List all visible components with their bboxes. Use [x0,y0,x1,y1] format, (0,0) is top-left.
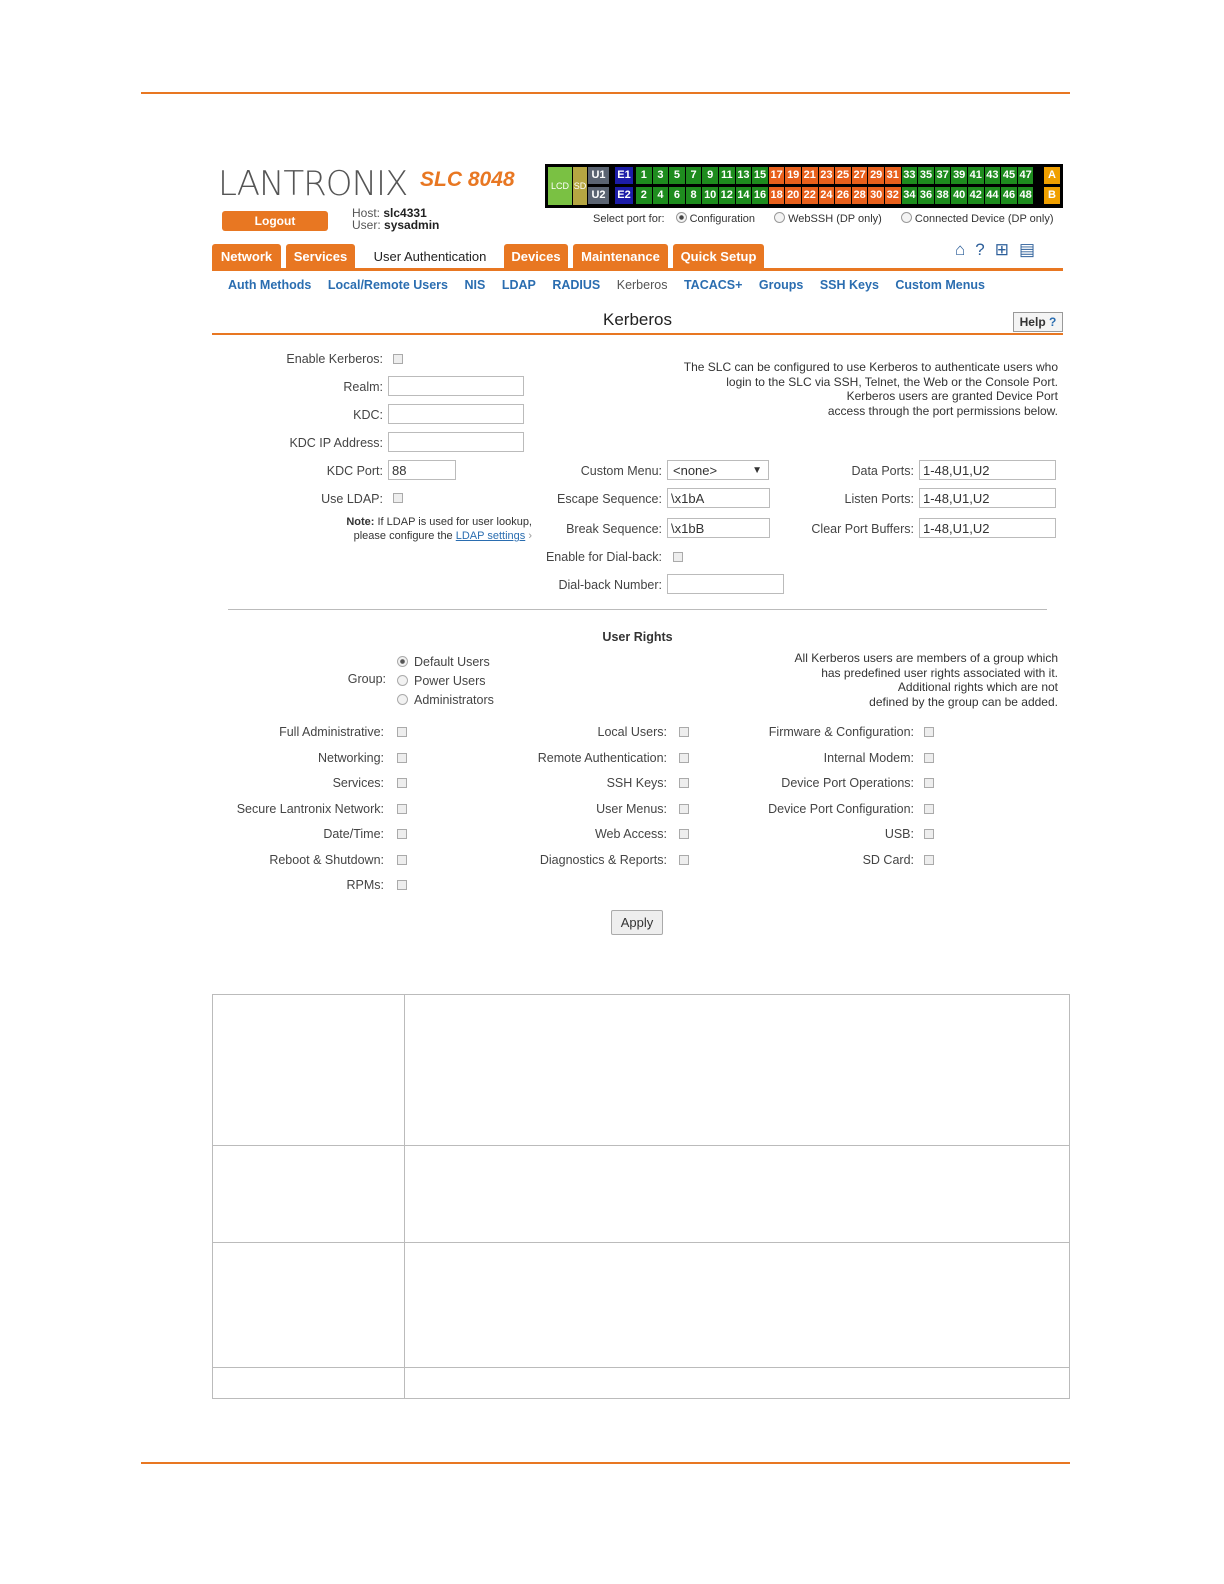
device-port[interactable]: 15 [752,167,768,184]
table-row-divider [213,1367,1069,1368]
top-rule [141,92,1070,94]
subnav-nis[interactable]: NIS [464,278,486,292]
dialback-label: Enable for Dial-back: [545,550,662,564]
ldap-settings-link[interactable]: LDAP settings [455,530,526,542]
right-checkbox[interactable] [924,778,934,788]
device-port[interactable]: 43 [985,167,1001,184]
subnav-tacacs[interactable]: TACACS+ [683,278,743,292]
sitemap-icon[interactable]: ⊞ [994,240,1009,259]
enable-kerberos-label: Enable Kerberos: [286,352,383,366]
right-label: RPMs: [346,878,384,892]
port-bank-b[interactable]: B [1044,187,1060,204]
subnav-radius[interactable]: RADIUS [552,278,601,292]
lantronix-logo: LANTRONIX [218,164,408,204]
device-port[interactable]: 1 [636,167,652,184]
user-rights-title: User Rights [602,630,673,644]
dialback-checkbox[interactable] [673,552,683,562]
listen-ports-label: Listen Ports: [844,492,914,506]
right-checkbox[interactable] [397,855,407,865]
device-port[interactable]: 40 [951,187,967,204]
right-label: Web Access: [594,827,667,841]
rights-info: All Kerberos users are members of a group which has predefined user rights associated with it. Additional rights which are not defined by the group can be added. [794,651,1058,709]
device-port[interactable]: 5 [669,167,685,184]
subnav-custom-menus[interactable]: Custom Menus [895,278,985,292]
subnav-ssh-keys[interactable]: SSH Keys [819,278,879,292]
kdc-ip-input[interactable] [388,432,524,452]
data-ports-input[interactable]: 1-48,U1,U2 [919,460,1056,480]
tab-maintenance[interactable]: Maintenance [573,244,668,269]
listen-ports-input[interactable]: 1-48,U1,U2 [919,488,1056,508]
table-row-divider [213,1242,1069,1243]
port-option-configuration[interactable]: Configuration [676,213,763,225]
kdc-label: KDC: [353,408,383,422]
device-port[interactable]: 7 [686,167,702,184]
device-port[interactable]: 4 [653,187,669,204]
right-label: Device Port Operations: [781,776,914,790]
right-checkbox[interactable] [679,804,689,814]
user-name: sysadmin [384,218,440,232]
right-label: Internal Modem: [823,751,914,765]
device-port[interactable]: 9 [702,167,718,184]
tab-quick-setup[interactable]: Quick Setup [673,244,764,269]
right-checkbox[interactable] [924,753,934,763]
dialback-number-label: Dial-back Number: [558,578,662,592]
data-ports-label: Data Ports: [851,464,914,478]
device-port[interactable]: 20 [785,187,801,204]
right-checkbox[interactable] [679,778,689,788]
right-label: Date/Time: [323,827,384,841]
device-port[interactable]: 26 [835,187,851,204]
radio-icon [774,212,785,223]
group-radio-power-users[interactable] [397,675,408,686]
right-checkbox[interactable] [397,727,407,737]
custom-menu-select[interactable]: <none> ▼ [667,460,769,480]
kdc-input[interactable] [388,404,524,424]
right-label: Reboot & Shutdown: [269,853,384,867]
table-row-divider [213,1145,1069,1146]
right-label: SD Card: [862,853,914,867]
right-checkbox[interactable] [397,804,407,814]
device-port[interactable]: 13 [736,167,752,184]
host-info: Host: slc4331 User: sysadmin [352,206,440,232]
device-port[interactable]: 47 [1018,167,1034,184]
host-name: slc4331 [383,206,427,220]
kerberos-info: The SLC can be configured to use Kerberos to authenticate users who login to the SLC via SSH, Telnet, the Web or the Console Port. Kerberos users are granted Device Port access through the port permissions below. [683,360,1058,418]
break-sequence-label: Break Sequence: [566,522,662,536]
port-bank-a[interactable]: A [1044,167,1060,184]
device-port[interactable]: 33 [902,167,918,184]
model-name: SLC 8048 [420,168,515,191]
device-port[interactable]: 48 [1018,187,1034,204]
clear-buffers-label: Clear Port Buffers: [811,522,914,536]
arrow-icon: › [528,530,532,542]
right-checkbox[interactable] [924,829,934,839]
device-port[interactable]: 16 [752,187,768,204]
help-button[interactable]: Help ? [1013,312,1063,332]
tab-user-authentication[interactable]: User Authentication [360,244,500,269]
subnav-kerberos[interactable]: Kerberos [616,278,668,292]
custom-menu-label: Custom Menu: [580,464,662,478]
subnav-groups[interactable]: Groups [758,278,804,292]
right-label: Services: [332,776,384,790]
device-port[interactable]: 44 [985,187,1001,204]
dialback-number-input[interactable] [667,574,784,594]
device-port[interactable]: 46 [1001,187,1017,204]
subnav-ldap[interactable]: LDAP [501,278,536,292]
device-port[interactable]: 28 [852,187,868,204]
usb-port-u1[interactable]: U1 [588,167,609,184]
right-checkbox[interactable] [924,727,934,737]
subnav-auth-methods[interactable]: Auth Methods [228,278,312,292]
use-ldap-checkbox[interactable] [393,493,403,503]
kdc-port-label: KDC Port: [326,464,383,478]
bottom-rule [141,1462,1070,1464]
device-port[interactable]: 30 [868,187,884,204]
right-checkbox[interactable] [397,880,407,890]
right-checkbox[interactable] [679,855,689,865]
device-port[interactable]: 31 [885,167,901,184]
right-label: User Menus: [596,802,667,816]
home-icon[interactable]: ⌂ [955,240,966,259]
device-port[interactable]: 38 [935,187,951,204]
field-description-table [212,994,1070,1399]
subnav-local-remote-users[interactable]: Local/Remote Users [327,278,448,292]
group-radio-administrators[interactable] [397,694,408,705]
device-port[interactable]: 27 [852,167,868,184]
device-port[interactable]: 14 [736,187,752,204]
right-label: Full Administrative: [279,725,384,739]
device-port[interactable]: 3 [653,167,669,184]
lcd-port[interactable]: LCD [548,167,572,205]
tab-bar [212,268,1063,271]
port-option-webssh[interactable]: WebSSH (DP only) [774,213,890,225]
device-port[interactable]: 32 [885,187,901,204]
page-title: Kerberos [603,310,672,329]
port-select-options: Select port for: Configuration WebSSH (DP only) Connected Device (DP only) [593,212,1070,225]
group-radio-default-users[interactable] [397,656,408,667]
group-power-users-label: Power Users [414,674,486,688]
device-port[interactable]: 11 [719,167,735,184]
right-label: Remote Authentication: [537,751,667,765]
clear-buffers-input[interactable]: 1-48,U1,U2 [919,518,1056,538]
right-checkbox[interactable] [397,778,407,788]
group-default-users-label: Default Users [414,655,490,669]
sub-navigation [228,278,998,292]
chevron-down-icon: ▼ [752,465,762,476]
device-port[interactable]: 36 [918,187,934,204]
escape-sequence-label: Escape Sequence: [557,492,662,506]
right-label: Secure Lantronix Network: [236,802,384,816]
device-port[interactable]: 22 [802,187,818,204]
device-port[interactable]: 18 [769,187,785,204]
right-checkbox[interactable] [679,727,689,737]
device-port[interactable]: 8 [686,187,702,204]
device-port[interactable]: 45 [1001,167,1017,184]
right-label: Networking: [318,751,384,765]
escape-sequence-input[interactable]: \x1bA [667,488,770,508]
radio-icon [676,212,687,223]
right-label: Device Port Configuration: [768,802,914,816]
device-port[interactable]: 29 [868,167,884,184]
right-label: SSH Keys: [606,776,667,790]
break-sequence-input[interactable]: \x1bB [667,518,770,538]
tab-network[interactable]: Network [212,244,281,269]
device-port[interactable]: 19 [785,167,801,184]
device-port[interactable]: 34 [902,187,918,204]
ethernet-port-e2[interactable]: E2 [615,187,633,204]
log-icon[interactable]: ▤ [1019,240,1036,259]
device-port[interactable]: 35 [918,167,934,184]
radio-icon [901,212,912,223]
device-port[interactable]: 12 [719,187,735,204]
device-port[interactable]: 21 [802,167,818,184]
device-port[interactable]: 2 [636,187,652,204]
right-checkbox[interactable] [397,829,407,839]
port-option-connected-device[interactable]: Connected Device (DP only) [901,213,1062,225]
use-ldap-label: Use LDAP: [321,492,383,506]
tab-devices[interactable]: Devices [504,244,568,269]
device-port[interactable]: 10 [702,187,718,204]
sd-port[interactable]: SD [573,167,587,205]
apply-button[interactable]: Apply [611,910,663,935]
right-label: Local Users: [597,725,667,739]
right-checkbox[interactable] [679,753,689,763]
device-port[interactable]: 17 [769,167,785,184]
device-port[interactable]: 24 [819,187,835,204]
right-label: USB: [884,827,914,841]
enable-kerberos-checkbox[interactable] [393,354,403,364]
kdc-port-input[interactable]: 88 [388,460,456,480]
right-checkbox[interactable] [397,753,407,763]
group-administrators-label: Administrators [414,693,494,707]
ethernet-port-e1[interactable]: E1 [615,167,633,184]
device-port[interactable]: 42 [968,187,984,204]
realm-input[interactable] [388,376,524,396]
table-column-divider [404,995,405,1398]
realm-label: Realm: [343,380,383,394]
group-label: Group: [347,672,386,686]
usb-port-u2[interactable]: U2 [588,187,609,204]
title-divider [212,333,1063,335]
right-checkbox[interactable] [679,829,689,839]
toolbar-icons [955,240,1045,260]
section-divider [228,609,1047,610]
tab-services[interactable]: Services [286,244,355,269]
right-label: Diagnostics & Reports: [539,853,667,867]
device-port[interactable]: 23 [819,167,835,184]
device-port[interactable]: 6 [669,187,685,204]
device-port[interactable]: 41 [968,167,984,184]
device-port[interactable]: 39 [951,167,967,184]
right-checkbox[interactable] [924,804,934,814]
device-port[interactable]: 25 [835,167,851,184]
device-port[interactable]: 37 [935,167,951,184]
logout-button[interactable]: Logout [222,211,328,231]
help-icon[interactable]: ? [975,240,985,259]
right-checkbox[interactable] [924,855,934,865]
ldap-note: Note: If LDAP is used for user lookup, please configure the LDAP settings › [346,516,532,542]
right-label: Firmware & Configuration: [768,725,914,739]
port-grid [545,164,1063,208]
kdc-ip-label: KDC IP Address: [289,436,383,450]
